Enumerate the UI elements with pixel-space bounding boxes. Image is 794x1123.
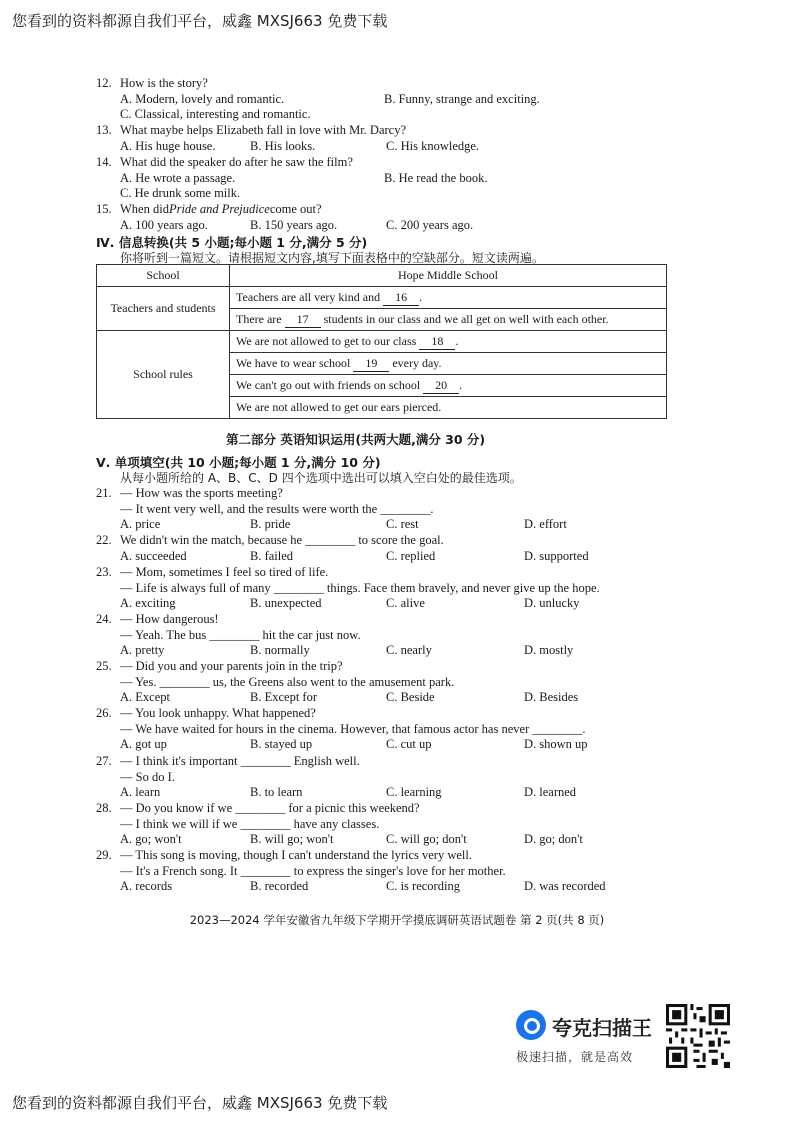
question-28 — [96, 801, 583, 848]
option-d: D. go; don't — [524, 832, 583, 847]
option-b: B. will go; won't — [250, 832, 334, 847]
table-header-name: Hope Middle School — [230, 265, 667, 287]
option-a: A. Modern, lovely and romantic. — [120, 91, 285, 106]
option-d: D. Besides — [524, 690, 579, 705]
option-c: C. learning — [386, 785, 442, 800]
question-27 — [96, 754, 577, 801]
group-teachers-students: Teachers and students — [97, 287, 230, 331]
book-title: Pride and Prejudice — [168, 202, 270, 216]
question-line: — Life is always full of many ________ things. Face them bravely, and never give up the hope. — [120, 580, 600, 595]
option-b: B. failed — [250, 548, 294, 563]
question-22 — [96, 533, 589, 564]
blank-19: 19 — [353, 356, 389, 372]
question-13 — [96, 123, 480, 154]
page-footer: 2023—2024 学年安徽省九年级下学期开学摸底调研英语试题卷 第 2 页(共 8 页) — [189, 913, 605, 927]
question-number: 26. — [96, 706, 112, 720]
option-b: B. Except for — [250, 690, 317, 705]
table-row: There are 17 students in our class and we all get on well with each other. — [230, 309, 667, 331]
option-d: D. supported — [524, 548, 589, 563]
question-26 — [96, 706, 588, 753]
question-number: 27. — [96, 754, 112, 768]
question-line: — Yes. ________ us, the Greens also went to the amusement park. — [120, 674, 455, 689]
section-5-title: Ⅴ. 单项填空(共 10 小题;每小题 1 分,满分 10 分) — [96, 455, 381, 470]
option-a: A. price — [120, 517, 161, 532]
option-a: A. learn — [120, 785, 161, 800]
option-c: C. alive — [386, 596, 425, 611]
option-c: C. nearly — [386, 643, 432, 658]
table-header-school: School — [97, 265, 230, 287]
option-c: C. 200 years ago. — [386, 217, 474, 232]
question-line: — Do you know if we ________ for a picnic this weekend? — [120, 801, 420, 815]
question-number: 12. — [96, 76, 112, 90]
section-5-instruction: 从每小题所给的 A、B、C、D 四个选项中选出可以填入空白处的最佳选项。 — [120, 471, 522, 485]
question-line: — How dangerous! — [120, 612, 219, 626]
watermark-top: 您看到的资料都源自我们平台，威鑫 MXSJ663 免费下载 — [12, 12, 388, 30]
option-c: C. He drunk some milk. — [120, 186, 241, 201]
question-15 — [96, 202, 474, 233]
question-number: 15. — [96, 202, 112, 216]
blank-18: 18 — [419, 334, 455, 350]
question-line: — It's a French song. It ________ to express the singer's love for her mother. — [120, 863, 506, 878]
question-line: — This song is moving, though I can't understand the lyrics very well. — [120, 848, 472, 862]
question-line: — We have waited for hours in the cinema. However, that famous actor has never ________. — [120, 721, 586, 736]
question-stem: How is the story? — [120, 76, 208, 90]
section-4-instruction: 你将听到一篇短文。请根据短文内容,填写下面表格中的空缺部分。短文读两遍。 — [120, 251, 544, 265]
option-b: B. unexpected — [250, 596, 322, 611]
option-a: A. He wrote a passage. — [120, 170, 236, 185]
option-d: D. shown up — [524, 737, 588, 752]
option-b: B. to learn — [250, 785, 303, 800]
blank-16: 16 — [383, 290, 419, 306]
option-b: B. stayed up — [250, 737, 313, 752]
option-b: B. Funny, strange and exciting. — [384, 91, 540, 106]
question-number: 21. — [96, 486, 112, 500]
question-stem-post: come out? — [269, 202, 322, 216]
question-number: 13. — [96, 123, 112, 137]
option-b: B. 150 years ago. — [250, 217, 338, 232]
table-row: Teachers are all very kind and 16 . — [230, 287, 667, 309]
question-number: 28. — [96, 801, 112, 815]
table-row: We are not allowed to get our ears pierced. — [230, 397, 667, 419]
question-line: — I think it's important ________ English well. — [120, 754, 360, 768]
question-line: — So do I. — [120, 769, 175, 784]
question-stem-pre: When did — [120, 202, 169, 216]
option-c: C. rest — [386, 517, 419, 532]
option-a: A. 100 years ago. — [120, 217, 208, 232]
question-number: 14. — [96, 155, 112, 169]
question-line: — You look unhappy. What happened? — [120, 706, 316, 720]
option-a: A. His huge house. — [120, 138, 216, 153]
question-number: 22. — [96, 533, 112, 547]
question-25 — [96, 659, 579, 706]
question-stem: What maybe helps Elizabeth fall in love with Mr. Darcy? — [120, 123, 407, 137]
option-a: A. succeeded — [120, 548, 187, 563]
question-stem: What did the speaker do after he saw the film? — [120, 155, 353, 169]
scanner-logo-name: 夸克扫描王 — [552, 1016, 652, 1040]
option-b: B. normally — [250, 643, 310, 658]
scanner-logo-slogan: 极速扫描，就是高效 — [516, 1050, 634, 1064]
option-d: D. was recorded — [524, 879, 606, 894]
question-number: 24. — [96, 612, 112, 626]
option-c: C. cut up — [386, 737, 432, 752]
option-c: C. is recording — [386, 879, 460, 894]
option-d: D. effort — [524, 517, 567, 532]
option-c: C. Beside — [386, 690, 435, 705]
question-24 — [96, 612, 574, 659]
group-school-rules: School rules — [97, 331, 230, 419]
option-a: A. records — [120, 879, 173, 894]
option-c: C. Classical, interesting and romantic. — [120, 107, 311, 122]
question-line: — How was the sports meeting? — [120, 486, 283, 500]
question-line: — Did you and your parents join in the trip? — [120, 659, 343, 673]
question-number: 23. — [96, 565, 112, 579]
section-4-title: Ⅳ. 信息转换(共 5 小题;每小题 1 分,满分 5 分) — [96, 235, 368, 250]
question-line: We didn't win the match, because he ________ to score the goal. — [120, 533, 444, 547]
question-29 — [96, 848, 606, 895]
question-line: — I think we will if we ________ have any classes. — [120, 816, 380, 831]
option-c: C. will go; don't — [386, 832, 467, 847]
info-table — [96, 264, 667, 419]
option-a: A. Except — [120, 690, 170, 705]
question-line: — Yeah. The bus ________ hit the car just now. — [120, 627, 361, 642]
option-d: D. mostly — [524, 643, 574, 658]
question-23 — [96, 565, 600, 612]
question-number: 29. — [96, 848, 112, 862]
option-b: B. His looks. — [250, 138, 316, 153]
option-c: C. His knowledge. — [386, 138, 480, 153]
table-row: We are not allowed to get to our class 18 . — [230, 331, 667, 353]
watermark-bottom: 您看到的资料都源自我们平台，威鑫 MXSJ663 免费下载 — [12, 1094, 388, 1112]
part-2-title: 第二部分 英语知识运用(共两大题,满分 30 分) — [226, 432, 486, 447]
blank-20: 20 — [423, 378, 459, 394]
option-a: A. go; won't — [120, 832, 182, 847]
question-line: — Mom, sometimes I feel so tired of life. — [120, 565, 329, 579]
table-row: We have to wear school 19 every day. — [230, 353, 667, 375]
question-14 — [96, 155, 488, 202]
option-b: B. pride — [250, 517, 291, 532]
option-a: A. pretty — [120, 643, 165, 658]
option-b: B. recorded — [250, 879, 309, 894]
blank-17: 17 — [285, 312, 321, 328]
scanner-logo-icon — [516, 1010, 546, 1040]
question-21 — [96, 486, 567, 533]
qr-code-icon — [666, 1004, 730, 1068]
table-row: We can't go out with friends on school 20 . — [230, 375, 667, 397]
option-c: C. replied — [386, 548, 436, 563]
option-a: A. got up — [120, 737, 167, 752]
option-d: D. learned — [524, 785, 577, 800]
question-number: 25. — [96, 659, 112, 673]
option-d: D. unlucky — [524, 596, 580, 611]
question-12 — [96, 76, 540, 123]
option-a: A. exciting — [120, 596, 176, 611]
option-b: B. He read the book. — [384, 170, 488, 185]
question-line: — It went very well, and the results were worth the ________. — [120, 501, 434, 516]
